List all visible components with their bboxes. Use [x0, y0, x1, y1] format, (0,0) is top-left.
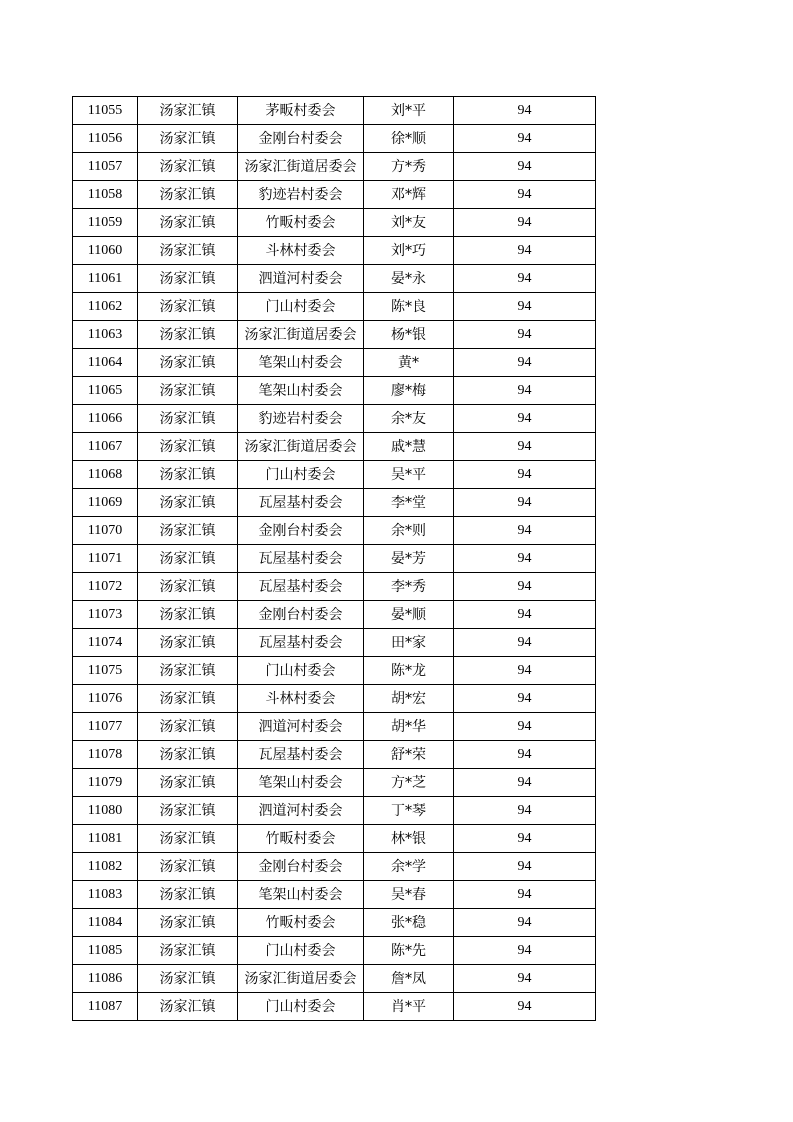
cell-village-committee: 门山村委会 [238, 293, 364, 321]
table-row [73, 629, 596, 657]
cell-score: 94 [454, 601, 596, 629]
table-row [73, 405, 596, 433]
cell-record-number: 11063 [73, 321, 138, 349]
table-row [73, 713, 596, 741]
cell-record-number: 11084 [73, 909, 138, 937]
cell-score: 94 [454, 909, 596, 937]
cell-score: 94 [454, 209, 596, 237]
cell-score: 94 [454, 937, 596, 965]
cell-person-name: 戚*慧 [364, 433, 454, 461]
cell-village-committee: 豹迹岩村委会 [238, 405, 364, 433]
cell-town: 汤家汇镇 [138, 965, 238, 993]
cell-record-number: 11082 [73, 853, 138, 881]
table-row [73, 489, 596, 517]
table-row [73, 153, 596, 181]
cell-person-name: 刘*平 [364, 97, 454, 125]
table-row [73, 545, 596, 573]
table-row [73, 965, 596, 993]
cell-record-number: 11057 [73, 153, 138, 181]
cell-person-name: 张*稳 [364, 909, 454, 937]
cell-score: 94 [454, 489, 596, 517]
cell-person-name: 方*芝 [364, 769, 454, 797]
cell-person-name: 陈*先 [364, 937, 454, 965]
cell-town: 汤家汇镇 [138, 405, 238, 433]
cell-record-number: 11076 [73, 685, 138, 713]
table-row [73, 209, 596, 237]
cell-person-name: 廖*梅 [364, 377, 454, 405]
cell-person-name: 方*秀 [364, 153, 454, 181]
cell-village-committee: 金刚台村委会 [238, 125, 364, 153]
cell-score: 94 [454, 461, 596, 489]
cell-record-number: 11062 [73, 293, 138, 321]
cell-record-number: 11074 [73, 629, 138, 657]
cell-score: 94 [454, 797, 596, 825]
table-row [73, 293, 596, 321]
cell-village-committee: 泗道河村委会 [238, 797, 364, 825]
cell-town: 汤家汇镇 [138, 321, 238, 349]
cell-village-committee: 门山村委会 [238, 657, 364, 685]
table-row [73, 265, 596, 293]
cell-score: 94 [454, 685, 596, 713]
cell-score: 94 [454, 405, 596, 433]
cell-person-name: 邓*辉 [364, 181, 454, 209]
cell-town: 汤家汇镇 [138, 769, 238, 797]
cell-town: 汤家汇镇 [138, 349, 238, 377]
cell-record-number: 11069 [73, 489, 138, 517]
cell-record-number: 11081 [73, 825, 138, 853]
cell-record-number: 11085 [73, 937, 138, 965]
cell-score: 94 [454, 153, 596, 181]
table-row [73, 461, 596, 489]
cell-town: 汤家汇镇 [138, 741, 238, 769]
records-table-body [73, 97, 596, 1021]
cell-village-committee: 茅畈村委会 [238, 97, 364, 125]
cell-record-number: 11058 [73, 181, 138, 209]
cell-village-committee: 笔架山村委会 [238, 881, 364, 909]
table-row [73, 601, 596, 629]
table-row [73, 881, 596, 909]
cell-score: 94 [454, 181, 596, 209]
cell-person-name: 余*学 [364, 853, 454, 881]
table-row [73, 125, 596, 153]
cell-town: 汤家汇镇 [138, 937, 238, 965]
cell-record-number: 11055 [73, 97, 138, 125]
cell-score: 94 [454, 125, 596, 153]
cell-town: 汤家汇镇 [138, 153, 238, 181]
cell-record-number: 11066 [73, 405, 138, 433]
cell-record-number: 11077 [73, 713, 138, 741]
table-row [73, 797, 596, 825]
cell-town: 汤家汇镇 [138, 125, 238, 153]
cell-record-number: 11078 [73, 741, 138, 769]
cell-score: 94 [454, 293, 596, 321]
cell-town: 汤家汇镇 [138, 797, 238, 825]
cell-town: 汤家汇镇 [138, 377, 238, 405]
cell-score: 94 [454, 237, 596, 265]
cell-person-name: 詹*凤 [364, 965, 454, 993]
cell-town: 汤家汇镇 [138, 993, 238, 1021]
cell-person-name: 余*则 [364, 517, 454, 545]
cell-town: 汤家汇镇 [138, 909, 238, 937]
cell-person-name: 林*银 [364, 825, 454, 853]
cell-village-committee: 笔架山村委会 [238, 377, 364, 405]
cell-village-committee: 瓦屋基村委会 [238, 489, 364, 517]
table-row [73, 517, 596, 545]
cell-record-number: 11072 [73, 573, 138, 601]
cell-person-name: 陈*良 [364, 293, 454, 321]
cell-town: 汤家汇镇 [138, 237, 238, 265]
table-row [73, 685, 596, 713]
cell-score: 94 [454, 629, 596, 657]
cell-person-name: 李*堂 [364, 489, 454, 517]
cell-person-name: 黄* [364, 349, 454, 377]
cell-town: 汤家汇镇 [138, 461, 238, 489]
cell-person-name: 余*友 [364, 405, 454, 433]
cell-record-number: 11059 [73, 209, 138, 237]
table-row [73, 237, 596, 265]
cell-record-number: 11086 [73, 965, 138, 993]
cell-person-name: 吴*春 [364, 881, 454, 909]
cell-town: 汤家汇镇 [138, 629, 238, 657]
cell-town: 汤家汇镇 [138, 517, 238, 545]
cell-village-committee: 斗林村委会 [238, 237, 364, 265]
table-row [73, 741, 596, 769]
cell-town: 汤家汇镇 [138, 181, 238, 209]
cell-village-committee: 金刚台村委会 [238, 601, 364, 629]
cell-person-name: 胡*宏 [364, 685, 454, 713]
cell-record-number: 11087 [73, 993, 138, 1021]
cell-person-name: 晏*芳 [364, 545, 454, 573]
cell-person-name: 李*秀 [364, 573, 454, 601]
cell-score: 94 [454, 881, 596, 909]
cell-score: 94 [454, 265, 596, 293]
cell-record-number: 11064 [73, 349, 138, 377]
cell-town: 汤家汇镇 [138, 657, 238, 685]
table-row [73, 181, 596, 209]
cell-village-committee: 汤家汇街道居委会 [238, 433, 364, 461]
cell-village-committee: 竹畈村委会 [238, 209, 364, 237]
table-row [73, 657, 596, 685]
cell-score: 94 [454, 433, 596, 461]
cell-score: 94 [454, 517, 596, 545]
cell-score: 94 [454, 377, 596, 405]
cell-town: 汤家汇镇 [138, 853, 238, 881]
cell-record-number: 11073 [73, 601, 138, 629]
cell-town: 汤家汇镇 [138, 97, 238, 125]
cell-person-name: 舒*荣 [364, 741, 454, 769]
cell-person-name: 陈*龙 [364, 657, 454, 685]
cell-score: 94 [454, 573, 596, 601]
cell-town: 汤家汇镇 [138, 209, 238, 237]
cell-record-number: 11070 [73, 517, 138, 545]
cell-village-committee: 汤家汇街道居委会 [238, 153, 364, 181]
cell-village-committee: 金刚台村委会 [238, 517, 364, 545]
cell-score: 94 [454, 965, 596, 993]
cell-town: 汤家汇镇 [138, 293, 238, 321]
cell-person-name: 徐*顺 [364, 125, 454, 153]
table-row [73, 321, 596, 349]
cell-village-committee: 笔架山村委会 [238, 769, 364, 797]
cell-person-name: 刘*友 [364, 209, 454, 237]
cell-record-number: 11075 [73, 657, 138, 685]
cell-record-number: 11080 [73, 797, 138, 825]
cell-score: 94 [454, 349, 596, 377]
cell-person-name: 吴*平 [364, 461, 454, 489]
cell-village-committee: 瓦屋基村委会 [238, 545, 364, 573]
cell-town: 汤家汇镇 [138, 881, 238, 909]
cell-town: 汤家汇镇 [138, 713, 238, 741]
cell-score: 94 [454, 825, 596, 853]
table-row [73, 573, 596, 601]
cell-village-committee: 金刚台村委会 [238, 853, 364, 881]
cell-village-committee: 瓦屋基村委会 [238, 629, 364, 657]
cell-score: 94 [454, 741, 596, 769]
cell-score: 94 [454, 993, 596, 1021]
cell-score: 94 [454, 545, 596, 573]
records-table [72, 96, 596, 1021]
cell-village-committee: 门山村委会 [238, 461, 364, 489]
table-row [73, 97, 596, 125]
cell-village-committee: 斗林村委会 [238, 685, 364, 713]
cell-village-committee: 笔架山村委会 [238, 349, 364, 377]
cell-person-name: 丁*琴 [364, 797, 454, 825]
cell-town: 汤家汇镇 [138, 545, 238, 573]
cell-score: 94 [454, 657, 596, 685]
cell-score: 94 [454, 769, 596, 797]
cell-person-name: 胡*华 [364, 713, 454, 741]
cell-score: 94 [454, 713, 596, 741]
cell-town: 汤家汇镇 [138, 685, 238, 713]
table-row [73, 993, 596, 1021]
cell-record-number: 11079 [73, 769, 138, 797]
table-row [73, 825, 596, 853]
cell-village-committee: 瓦屋基村委会 [238, 741, 364, 769]
cell-village-committee: 竹畈村委会 [238, 909, 364, 937]
table-row [73, 937, 596, 965]
cell-village-committee: 门山村委会 [238, 993, 364, 1021]
cell-record-number: 11061 [73, 265, 138, 293]
cell-score: 94 [454, 97, 596, 125]
table-row [73, 769, 596, 797]
cell-record-number: 11067 [73, 433, 138, 461]
cell-record-number: 11060 [73, 237, 138, 265]
cell-person-name: 刘*巧 [364, 237, 454, 265]
table-row [73, 377, 596, 405]
cell-person-name: 杨*银 [364, 321, 454, 349]
cell-village-committee: 门山村委会 [238, 937, 364, 965]
cell-score: 94 [454, 321, 596, 349]
cell-town: 汤家汇镇 [138, 573, 238, 601]
cell-record-number: 11068 [73, 461, 138, 489]
cell-town: 汤家汇镇 [138, 433, 238, 461]
cell-town: 汤家汇镇 [138, 489, 238, 517]
table-row [73, 909, 596, 937]
cell-record-number: 11071 [73, 545, 138, 573]
cell-person-name: 晏*顺 [364, 601, 454, 629]
cell-village-committee: 竹畈村委会 [238, 825, 364, 853]
cell-village-committee: 汤家汇街道居委会 [238, 321, 364, 349]
cell-village-committee: 汤家汇街道居委会 [238, 965, 364, 993]
cell-town: 汤家汇镇 [138, 265, 238, 293]
cell-village-committee: 豹迹岩村委会 [238, 181, 364, 209]
cell-person-name: 晏*永 [364, 265, 454, 293]
cell-person-name: 肖*平 [364, 993, 454, 1021]
cell-record-number: 11056 [73, 125, 138, 153]
cell-town: 汤家汇镇 [138, 601, 238, 629]
cell-village-committee: 瓦屋基村委会 [238, 573, 364, 601]
cell-town: 汤家汇镇 [138, 825, 238, 853]
table-row [73, 853, 596, 881]
cell-record-number: 11083 [73, 881, 138, 909]
cell-village-committee: 泗道河村委会 [238, 713, 364, 741]
table-row [73, 349, 596, 377]
cell-score: 94 [454, 853, 596, 881]
cell-person-name: 田*家 [364, 629, 454, 657]
table-row [73, 433, 596, 461]
cell-village-committee: 泗道河村委会 [238, 265, 364, 293]
cell-record-number: 11065 [73, 377, 138, 405]
